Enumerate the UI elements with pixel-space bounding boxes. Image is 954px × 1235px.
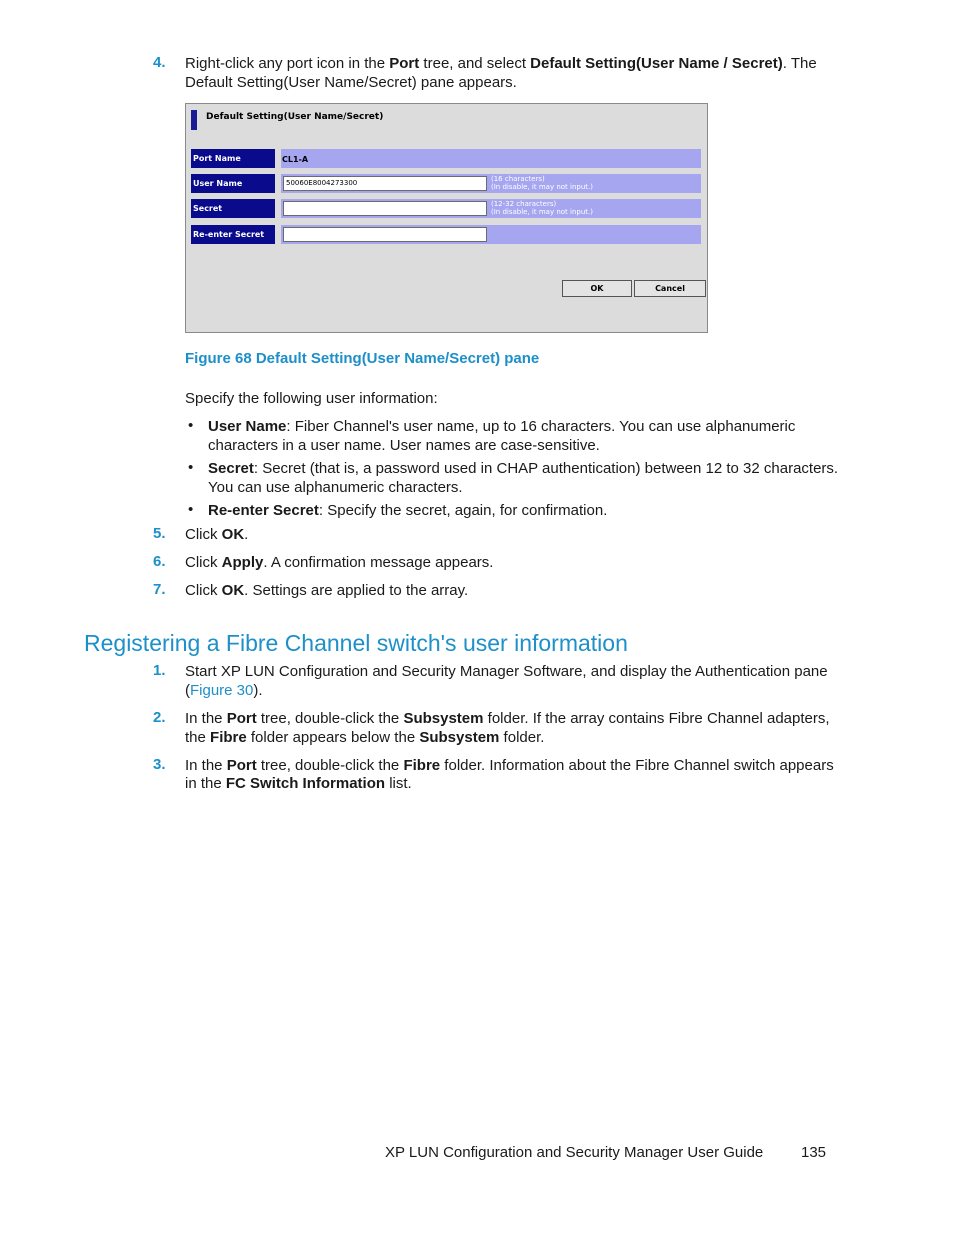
intro-text: Specify the following user information: — [185, 390, 438, 407]
port-name-label: Port Name — [191, 149, 275, 168]
re-enter-secret-label: Re-enter Secret — [191, 225, 275, 244]
title-accent-bar — [191, 110, 197, 130]
step-5: Click OK. — [185, 526, 249, 543]
user-name-label: User Name — [191, 174, 275, 193]
step-number: 4. — [153, 54, 166, 71]
step-6: Click Apply. A confirmation message appears. — [185, 554, 494, 571]
step-4-line-1: Right-click any port icon in the Port tree, and select Default Setting(User Name / Secret). The — [185, 55, 817, 72]
section-step-1-line-1: Start XP LUN Configuration and Security Manager Software, and display the Authentication pane — [185, 663, 828, 680]
re-enter-secret-input[interactable] — [283, 227, 487, 242]
bullet-marker: • — [188, 459, 194, 476]
step-4-line-2: Default Setting(User Name/Secret) pane appears. — [185, 74, 517, 91]
page-number: 135 — [801, 1144, 827, 1161]
step-number: 5. — [153, 525, 166, 542]
section-step-3-line-2: in the FC Switch Information list. — [185, 775, 412, 792]
footer-title: XP LUN Configuration and Security Manager User Guide — [385, 1144, 764, 1161]
user-name-input[interactable]: 50060E8004273300 — [283, 176, 487, 191]
port-name-value: CL1-A — [282, 155, 309, 164]
section-step-3-line-1: In the Port tree, double-click the Fibre folder. Information about the Fibre Channel switch appears — [185, 757, 834, 774]
step-7: Click OK. Settings are applied to the array. — [185, 582, 469, 599]
bullet-re-enter-secret: Re-enter Secret: Specify the secret, again, for confirmation. — [208, 502, 608, 519]
figure-caption: Figure 68 Default Setting(User Name/Secret) pane — [185, 350, 540, 367]
section-step-1-line-2: (Figure 30). — [185, 682, 263, 699]
bullet-user-name: User Name: Fiber Channel's user name, up to 16 characters. You can use alphanumeric — [208, 418, 796, 435]
section-heading: Registering a Fibre Channel switch's user information — [84, 630, 628, 656]
bullet-marker: • — [188, 417, 194, 434]
secret-input[interactable] — [283, 201, 487, 216]
step-number: 3. — [153, 756, 166, 773]
step-number: 7. — [153, 581, 166, 598]
bullet-secret-cont: You can use alphanumeric characters. — [208, 479, 463, 496]
cancel-button[interactable]: Cancel — [634, 280, 706, 297]
step-number: 2. — [153, 709, 166, 726]
port-name-row — [281, 149, 701, 168]
bullet-user-name-cont: characters in a user name. User names are case-sensitive. — [208, 437, 600, 454]
step-number: 6. — [153, 553, 166, 570]
section-step-2-line-2: the Fibre folder appears below the Subsystem folder. — [185, 729, 545, 746]
bullet-secret: Secret: Secret (that is, a password used in CHAP authentication) between 12 to 32 characters. — [208, 460, 839, 477]
pane-title: Default Setting(User Name/Secret) — [206, 112, 384, 122]
figure-30-link[interactable]: Figure 30 — [190, 682, 254, 699]
section-step-2-line-1: In the Port tree, double-click the Subsystem folder. If the array contains Fibre Channel adapters, — [185, 710, 830, 727]
ok-button[interactable]: OK — [562, 280, 632, 297]
bullet-marker: • — [188, 501, 194, 518]
secret-hint: (12-32 characters) (In disable, it may not input.) — [491, 200, 593, 216]
default-setting-pane-screenshot — [185, 103, 708, 333]
user-name-hint: (16 characters) (In disable, it may not input.) — [491, 175, 593, 191]
secret-label: Secret — [191, 199, 275, 218]
step-number: 1. — [153, 662, 166, 679]
